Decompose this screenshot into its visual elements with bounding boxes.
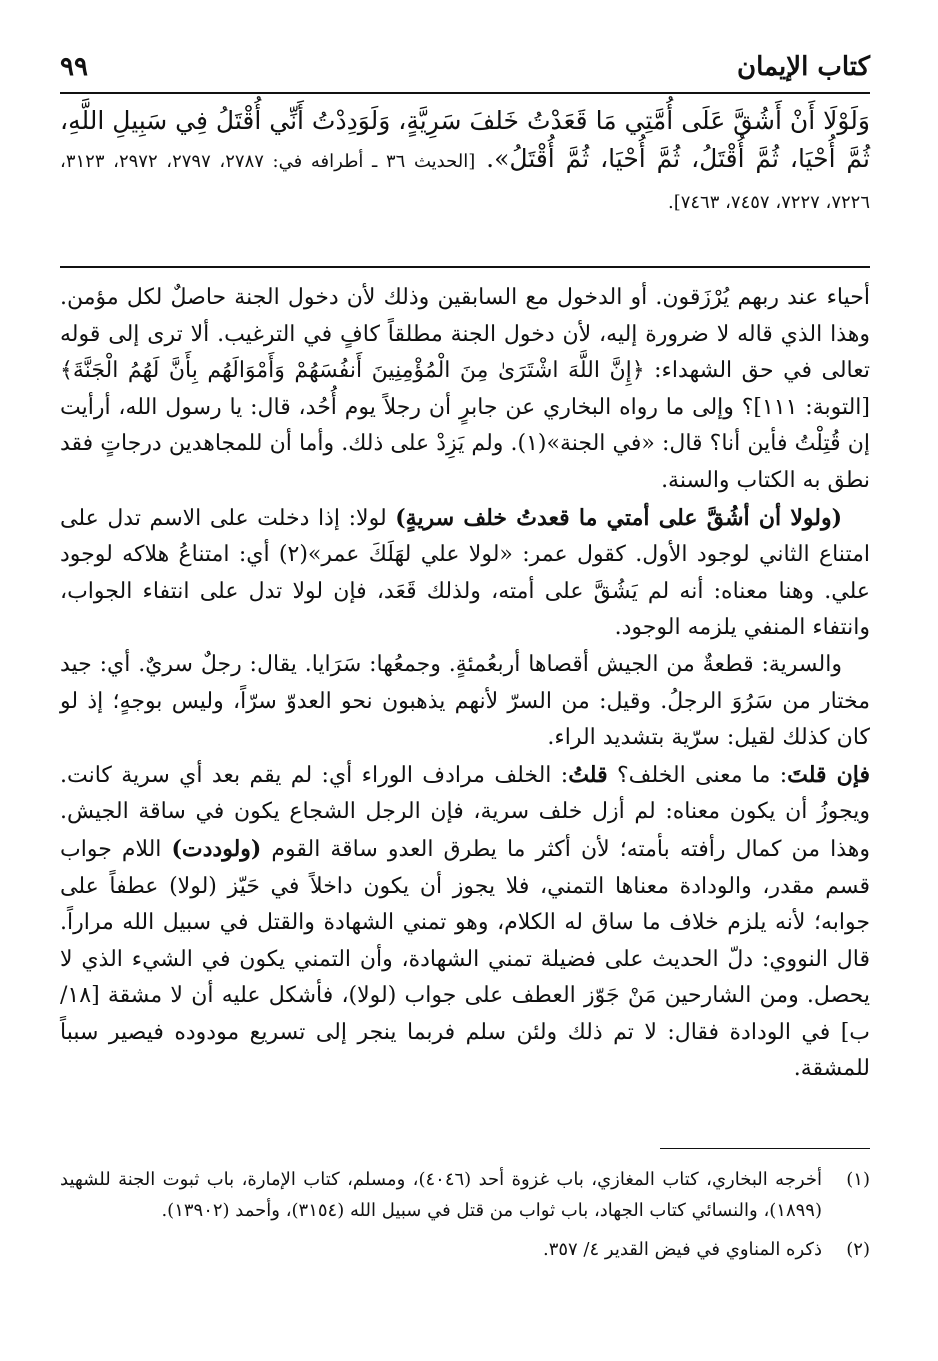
footnote-divider (660, 1148, 870, 1149)
commentary-text: اللام جواب قسم مقدر، والودادة معناها التمني، فلا يجوز أن يكون داخلاً في حَيّز (لولا) عطفاً على جوابه؛ لأنه يلزم خلاف ما ساق له الكلام، وهو تمني الشهادة والقتل في سبيل الله مراراً. قال النووي: دلّ الحديث على فضيلة تمني الشهادة، وأن التمني يكون في الشيء الذي لا يحصل. ومن الشارحين مَنْ جَوّز العطف على جواب (لولا)، فأشكل عليه أن لا مشقة [١٨/ب] في الودادة فقال: لا تم ذلك ولئن سلم فربما ينجر إلى تسريع مودوده فيصير سبباً للمشقة. (60, 836, 870, 1082)
commentary-paragraph-1: أحياء عند ربهم يُرْزَقون. أو الدخول مع السابقين وذلك لأن دخول الجنة حاصلٌ لكل مؤمن. وهذا الذي قاله لا ضرورة إليه، لأن دخول الجنة مطلقاً كافٍ في الترغيب. ألا ترى إلى قوله تعالى في حق الشهداء: ﴿إِنَّ اللَّهَ اشْتَرَىٰ مِنَ الْمُؤْمِنِينَ أَنفُسَهُمْ وَأَمْوَالَهُم بِأَنَّ لَهُمُ الْجَنَّةَ﴾ [التوبة: ١١١]؟ وإلى ما رواه البخاري عن جابرٍ أن رجلاً يوم أُحُد، قال: يا رسول الله، أرأيت إن قُتِلْتُ فأين أنا؟ قال: «في الجنة»(١). ولم يَزِدْ على ذلك. وأما أن للمجاهدين درجاتٍ فقد نطق به الكتاب والسنة. (60, 285, 870, 493)
answer-marker: قلتُ (568, 761, 608, 788)
commentary-paragraph-4 (60, 757, 870, 1088)
commentary-paragraph-2 (60, 500, 870, 647)
matn-quote: (ولوددت) (171, 835, 262, 862)
header-divider (60, 92, 870, 94)
footnote (60, 1234, 870, 1265)
commentary-text: : ما معنى الخلف؟ (607, 762, 788, 788)
footnote-text: ذكره المناوي في فيض القدير ٤/ ٣٥٧. (542, 1239, 822, 1260)
matn-quote: (ولولا أن أشُقَّ على أمتي ما قعدتُ خلف سريةٍ) (395, 504, 843, 531)
commentary-text: لولا: إذا دخلت على الاسم تدل على امتناع الثاني لوجود الأول. كقول عمر: «لولا علي لهَلَكَ عمر»(٢) أي: امتناعُ هلاكه لوجود علي. وهنا معناه: أنه لم يَشُقَّ على أمته، ولذلك قَعَد، فإن لولا تدل على انتفاء الجواب، وانتفاء المنفي يلزمه الوجود. (60, 505, 870, 641)
footnotes (60, 1164, 870, 1273)
book-page (60, 40, 870, 1330)
hadith-references: [الحديث ٣٦ ـ أطرافه في: ٢٧٨٧، ٢٧٩٧، ٢٩٧٢، ٣١٢٣، ٧٢٢٦، ٧٢٢٧، ٧٤٥٧، ٧٤٦٣]. (60, 151, 870, 213)
footnote-number: (٢) (846, 1239, 870, 1260)
page-number: ٩٩ (60, 52, 88, 82)
text-divider (60, 266, 870, 268)
footnote-number: (١) (846, 1169, 870, 1190)
hadith-matn: وَلَوْلَا أَنْ أَشُقَّ عَلَى أُمَّتِي مَا قَعَدْتُ خَلفَ سَرِيَّةٍ، وَلَوَدِدْتُ أَنِّي أُقْتَلُ فِي سَبِيلِ اللَّهِ، ثُمَّ أُحْيَا، ثُمَّ أُقْتَلُ، ثُمَّ أُحْيَا، ثُمَّ أُقْتَلُ». (60, 106, 870, 173)
commentary (60, 280, 870, 1088)
footnote (60, 1164, 870, 1226)
footnote-text: أخرجه البخاري، كتاب المغازي، باب غزوة أحد (٤٠٤٦)، ومسلم، كتاب الإمارة، باب ثبوت الجنة للشهيد (١٨٩٩)، والنسائي كتاب الجهاد، باب ثواب من قتل في سبيل الله (٣١٥٤)، وأحمد (١٣٩٠٢). (60, 1169, 822, 1221)
question-marker: فإن قلتَ (787, 761, 870, 788)
chapter-title: كتاب الإيمان (736, 52, 870, 82)
commentary-paragraph-3: والسرية: قطعةٌ من الجيش أقصاها أربعُمئةٍ. وجمعُها: سَرَايا. يقال: رجلٌ سريٌ. أي: جيد مختار من سَرُوَ الرجلُ. وقيل: من السرّ لأنهم يذهبون نحو العدوّ سرّاً، وليس بوجهٍ؛ إذ لو كان كذلك لقيل: سرّية بتشديد الراء. (60, 651, 870, 751)
page-header (60, 40, 870, 88)
commentary-text: : الخلف مرادف الوراء أي: لم يقم بعد أي سرية كانت. ويجوزُ أن يكون معناه: لم أزل خلف سرية، فإن الرجل الشجاع يكون في ساقة الجيش. وهذا من كمال رأفته بأمته؛ لأن أكثر ما يطرق العدو ساقة القوم (60, 762, 870, 862)
hadith-text (60, 102, 870, 222)
